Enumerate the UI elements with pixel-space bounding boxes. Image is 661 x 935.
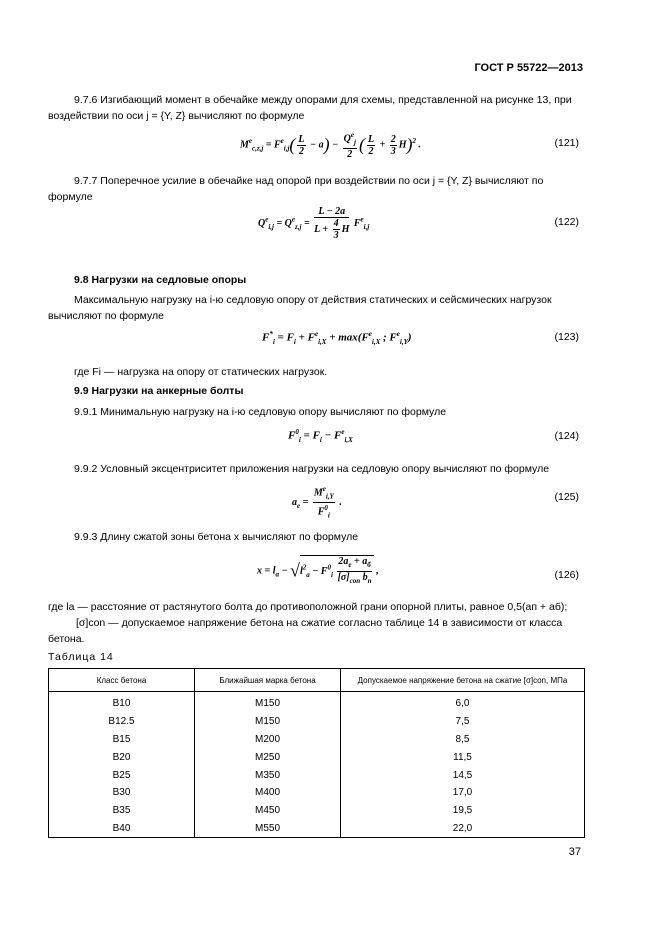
paragraph-9-8: Максимальную нагрузку на i-ю седловую опору от действия статических и сейсмических нагрузок вычисляют по формуле bbox=[48, 294, 552, 322]
table-header-row bbox=[49, 669, 585, 692]
table-cell: B30 bbox=[49, 784, 195, 802]
table-cell: 14,5 bbox=[341, 766, 585, 784]
table-cell: B10 bbox=[49, 692, 195, 713]
table-row bbox=[49, 766, 585, 784]
table-cell: B12.5 bbox=[49, 713, 195, 731]
table-cell: M200 bbox=[195, 731, 341, 749]
concrete-stress-table bbox=[48, 668, 585, 838]
equation-number-126: (126) bbox=[554, 569, 579, 581]
paragraph-9-9-2: 9.9.2 Условный эксцентриситет приложения нагрузки на седловую опору вычисляют по формуле bbox=[74, 463, 550, 475]
table-cell: 19,5 bbox=[341, 802, 585, 820]
formula-125: $a_e$ = $\frac{M^e_{i,Y}}{F^0_i}$ . bbox=[292, 485, 342, 520]
section-heading-9-8: 9.8 Нагрузки на седловые опоры bbox=[74, 274, 247, 286]
formula-123: $F^*_i = F_i + F^e_{i,X} + \max(F^e_{i,X}$ ; $F^e_{i,Y}$) bbox=[262, 330, 412, 346]
paragraph-9-9-3: 9.9.3 Длину сжатой зоны бетона x вычисляют по формуле bbox=[74, 531, 359, 543]
paragraph-9-9-1: 9.9.1 Минимальную нагрузку на i-ю седловую опору вычисляют по формуле bbox=[74, 406, 447, 418]
paragraph-9-7-6: 9.7.6 Изгибающий момент в обечайке между опорами для схемы, представленной на рисунке 13, при воздействии по оси j = {Y, Z} вычисляют по формуле bbox=[48, 94, 572, 122]
table-cell: B35 bbox=[49, 802, 195, 820]
equation-number-125: (125) bbox=[554, 491, 579, 503]
table-cell: B25 bbox=[49, 766, 195, 784]
document-header: ГОСТ Р 55722—2013 bbox=[474, 62, 583, 74]
table-header-cell: Ближайшая марка бетона bbox=[195, 669, 341, 692]
table-cell: M150 bbox=[195, 713, 341, 731]
table-row bbox=[49, 820, 585, 838]
table-cell: 22,0 bbox=[341, 820, 585, 838]
table-cell: M400 bbox=[195, 784, 341, 802]
table-cell: 17,0 bbox=[341, 784, 585, 802]
table-header-cell: Допускаемое напряжение бетона на сжатие [σ]con, МПа bbox=[341, 669, 585, 692]
table-cell: 11,5 bbox=[341, 748, 585, 766]
table-cell: B15 bbox=[49, 731, 195, 749]
table-cell: M350 bbox=[195, 766, 341, 784]
table-cell: B20 bbox=[49, 748, 195, 766]
paragraph-9-7-7: 9.7.7 Поперечное усилие в обечайке над опорой при воздействии по оси j = {Y, Z} вычисляют по формуле bbox=[48, 175, 544, 203]
equation-number-122: (122) bbox=[554, 216, 579, 228]
section-heading-9-9: 9.9 Нагрузки на анкерные болты bbox=[74, 385, 244, 397]
table-header-cell: Класс бетона bbox=[49, 669, 195, 692]
formula-121: $M^e_{c,z,j} = F^e_{i,j}$( $\frac{L}{2}$ − a) − $\frac{Q^e_j}{2}$ ( $\frac{L}{2}$ + $\frac{2}{3}$ H)$^2$ . bbox=[240, 131, 422, 161]
formula-124: $F^0_i = F_i - F^e_{i,X}$ bbox=[288, 428, 353, 444]
equation-number-124: (124) bbox=[554, 430, 579, 442]
table-cell: 7,5 bbox=[341, 713, 585, 731]
page-number: 37 bbox=[568, 846, 581, 858]
table-caption: Таблица 14 bbox=[48, 651, 114, 663]
equation-number-121: (121) bbox=[554, 137, 579, 149]
equation-number-123: (123) bbox=[554, 331, 579, 343]
where-clause-126-b: [σ]con — допускаемое напряжение бетона на сжатие согласно таблице 14 в зависимости от класса бетона. bbox=[48, 617, 563, 645]
table-cell: M550 bbox=[195, 820, 341, 838]
table-row bbox=[49, 692, 585, 713]
table-cell: M250 bbox=[195, 748, 341, 766]
formula-126: $x = l_a - √l^2_a - F^0_i$ $\frac{2a_e + a_б}{[\sigma]_{con} b_п}$ , bbox=[257, 556, 379, 585]
table-row bbox=[49, 731, 585, 749]
table-row bbox=[49, 748, 585, 766]
table-cell: M450 bbox=[195, 802, 341, 820]
where-clause-123: где Fi — нагрузка на опору от статических нагрузок. bbox=[74, 366, 328, 378]
table-cell: B40 bbox=[49, 820, 195, 838]
table-cell: M150 bbox=[195, 692, 341, 713]
table-cell: 8,5 bbox=[341, 731, 585, 749]
table-row bbox=[49, 784, 585, 802]
table-row bbox=[49, 802, 585, 820]
formula-122: $Q^e_{i,j} = Q^e_{z,j}$ = L − 2a L + $\frac{4}{3}$ H $F^e_{i,j}$ bbox=[258, 206, 370, 241]
where-clause-126-a: где la — расстояние от растянутого болта до противоположной грани опорной плиты, равное 0,5(aп + aб); bbox=[48, 601, 568, 613]
table-row bbox=[49, 713, 585, 731]
table-cell: 6,0 bbox=[341, 692, 585, 713]
